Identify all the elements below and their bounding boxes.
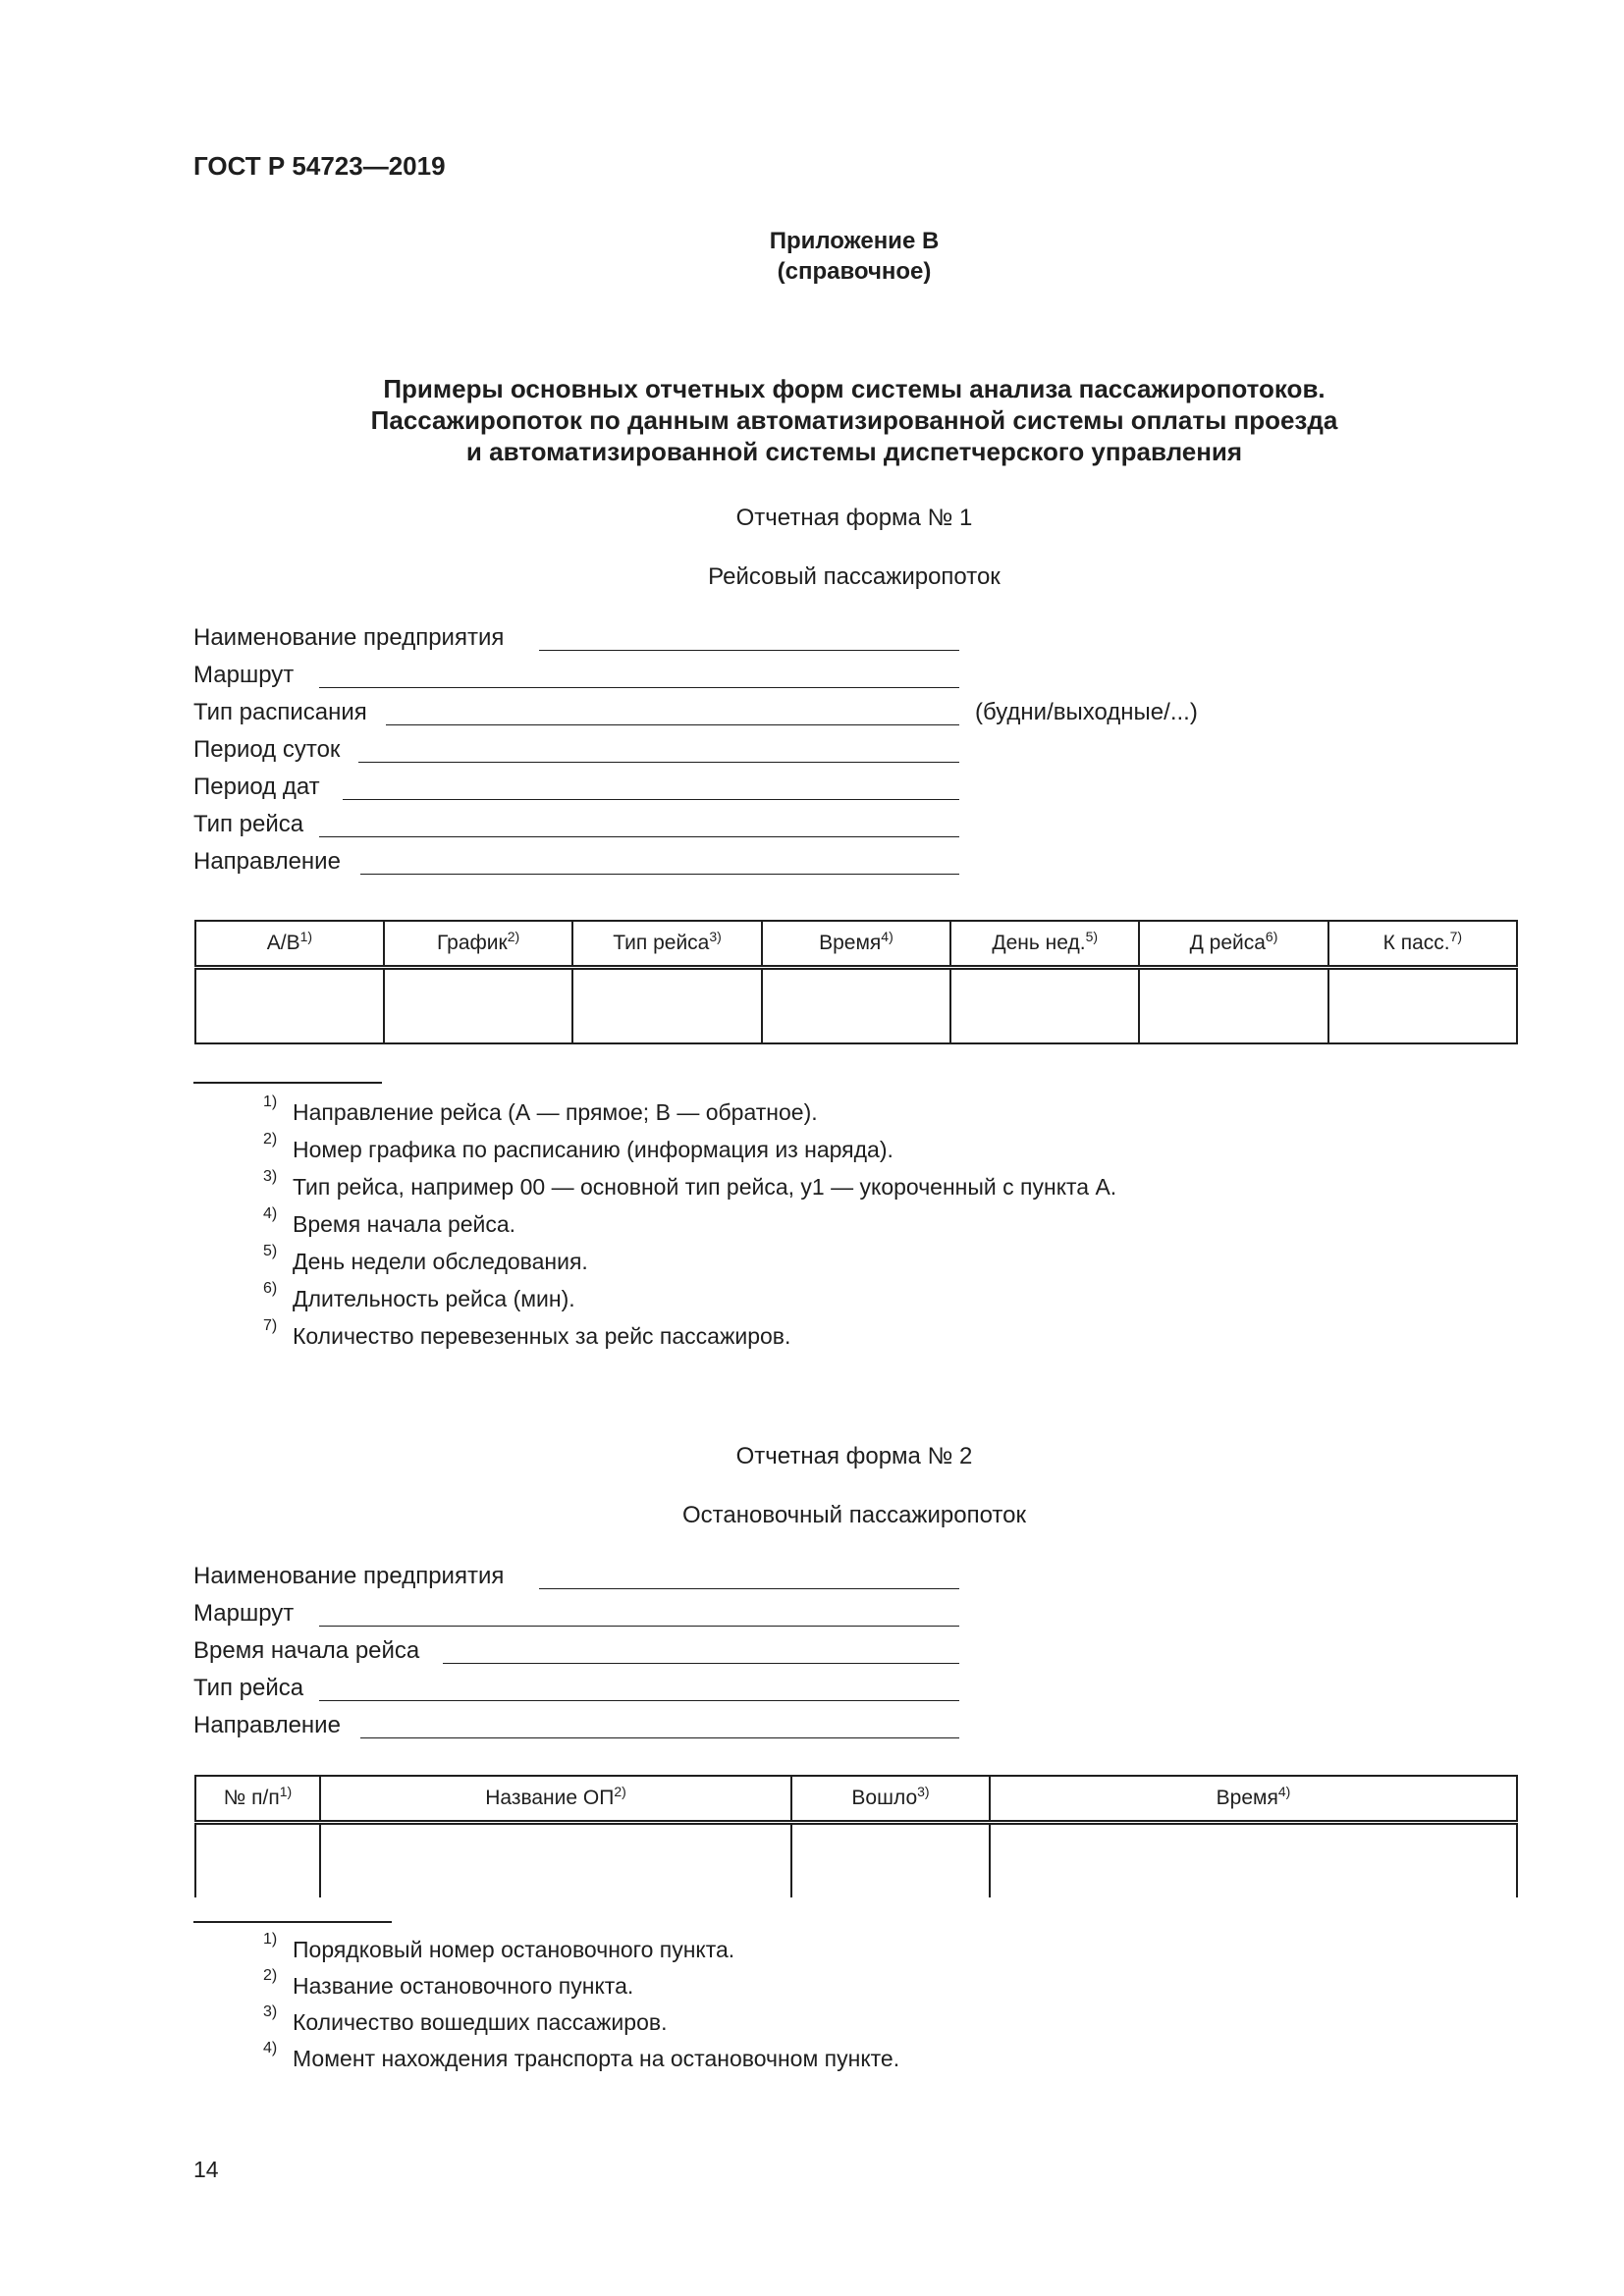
field-label: Наименование предприятия bbox=[193, 1563, 505, 1589]
table-cell bbox=[990, 1823, 1517, 1898]
field-label: Период суток bbox=[193, 736, 341, 763]
field-label: Направление bbox=[193, 1712, 341, 1738]
fill-line bbox=[319, 1626, 959, 1627]
fill-line bbox=[443, 1663, 959, 1664]
fill-line bbox=[386, 724, 959, 725]
form2-table bbox=[194, 1775, 1518, 1897]
field-label: Направление bbox=[193, 848, 341, 875]
main-title-line: Примеры основных отчетных форм системы анализа пассажиропотоков. bbox=[383, 374, 1326, 403]
form1-field-route bbox=[193, 662, 959, 691]
form1-field-date-period bbox=[193, 774, 959, 803]
form2-field-enterprise bbox=[193, 1563, 959, 1592]
table-cell bbox=[384, 968, 573, 1044]
column-header: Д рейса$^{6)}$ bbox=[1139, 921, 1327, 968]
column-header: Название ОП$^{2)}$ bbox=[320, 1776, 791, 1823]
table-cell bbox=[320, 1823, 791, 1898]
form2-name: Остановочный пассажиропоток bbox=[682, 1502, 1026, 1528]
form2-label: Отчетная форма № 2 bbox=[735, 1443, 973, 1469]
field-label: Маршрут bbox=[193, 662, 295, 688]
form1-field-trip-type bbox=[193, 811, 959, 840]
column-header: Время$^{4)}$ bbox=[762, 921, 950, 968]
column-header: День нед.$^{5)}$ bbox=[950, 921, 1139, 968]
column-header: № $п/п^{1)}$ bbox=[195, 1776, 320, 1823]
field-label: Время начала рейса bbox=[193, 1637, 420, 1664]
form2-field-trip-type bbox=[193, 1675, 959, 1704]
fill-line bbox=[319, 687, 959, 688]
field-label: Наименование предприятия bbox=[193, 624, 505, 651]
column-header: Тип рейса$^{3)}$ bbox=[572, 921, 761, 968]
form1-field-day-period bbox=[193, 736, 959, 766]
table-cell bbox=[1328, 968, 1517, 1044]
fill-line bbox=[360, 874, 959, 875]
fill-line bbox=[360, 1737, 959, 1738]
column-header: К пасс.$^{7)}$ bbox=[1328, 921, 1517, 968]
table-header-row bbox=[195, 1776, 1517, 1823]
main-title-line: Пассажиропоток по данным автоматизированной системы оплаты проезда bbox=[370, 405, 1338, 435]
fill-line bbox=[343, 799, 959, 800]
form2-field-direction bbox=[193, 1712, 959, 1741]
form1-label: Отчетная форма № 1 bbox=[735, 505, 973, 531]
table-cell bbox=[762, 968, 950, 1044]
fill-line bbox=[539, 1588, 959, 1589]
column-header: График$^{2)}$ bbox=[384, 921, 573, 968]
field-label: Маршрут bbox=[193, 1600, 295, 1627]
fill-line bbox=[319, 1700, 959, 1701]
field-note: (будни/выходные/...) bbox=[975, 699, 1198, 725]
field-label: Тип расписания bbox=[193, 699, 367, 725]
form1-field-direction bbox=[193, 848, 959, 878]
form2-field-start-time bbox=[193, 1637, 959, 1667]
form1-name: Рейсовый пассажиропоток bbox=[708, 563, 1001, 590]
table-cell bbox=[195, 968, 384, 1044]
footnote-separator bbox=[193, 1082, 382, 1084]
table-row bbox=[195, 968, 1517, 1044]
table-cell bbox=[572, 968, 761, 1044]
form2-field-route bbox=[193, 1600, 959, 1629]
table-cell bbox=[195, 1823, 320, 1898]
column-header: Вошло$^{3)}$ bbox=[791, 1776, 990, 1823]
document-code: ГОСТ Р 54723—2019 bbox=[193, 151, 446, 181]
fill-line bbox=[539, 650, 959, 651]
field-label: Тип рейса bbox=[193, 811, 304, 837]
column-header: Время$^{4)}$ bbox=[990, 1776, 1517, 1823]
main-title-line: и автоматизированной системы диспетчерского управления bbox=[465, 437, 1243, 466]
appendix-title: Приложение В bbox=[769, 228, 940, 254]
table-cell bbox=[791, 1823, 990, 1898]
table-cell bbox=[1139, 968, 1327, 1044]
form1-field-enterprise bbox=[193, 624, 959, 654]
appendix-heading bbox=[0, 226, 1624, 287]
fill-line bbox=[319, 836, 959, 837]
main-title bbox=[0, 373, 1624, 467]
form1-field-schedule-type bbox=[193, 699, 1273, 728]
table-row bbox=[195, 1823, 1517, 1898]
fill-line bbox=[358, 762, 959, 763]
table-cell bbox=[950, 968, 1139, 1044]
form1-table bbox=[194, 920, 1518, 1044]
footnote-separator bbox=[193, 1921, 392, 1923]
field-label: Период дат bbox=[193, 774, 320, 800]
appendix-type: (справочное) bbox=[777, 258, 932, 285]
table-header-row bbox=[195, 921, 1517, 968]
column-header: $А/В^{1)}$ bbox=[195, 921, 384, 968]
field-label: Тип рейса bbox=[193, 1675, 304, 1701]
page-number: 14 bbox=[193, 2157, 219, 2182]
